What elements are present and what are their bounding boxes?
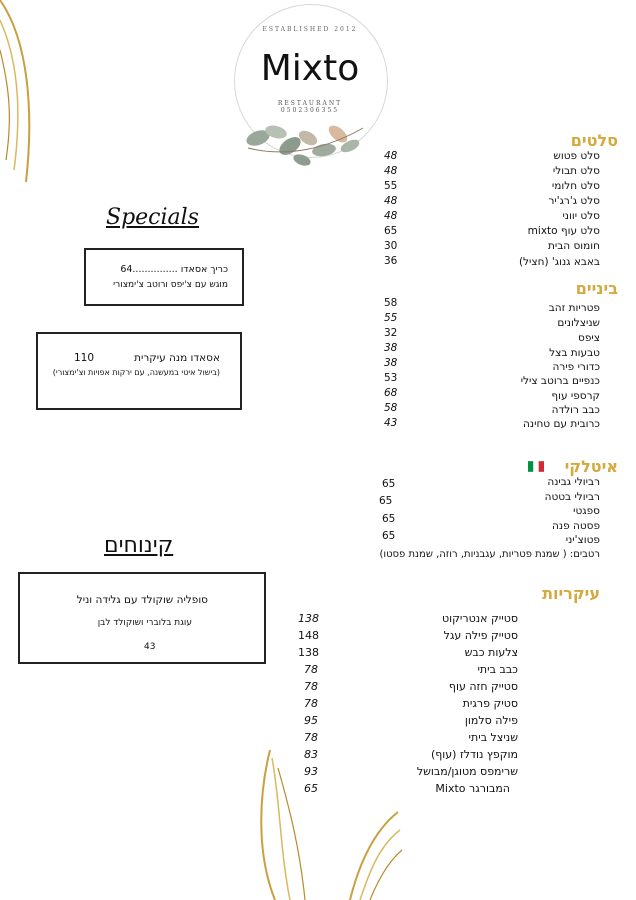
menu-item-name: שניצל ביתי [468,731,518,744]
menu-item-price: 38 [384,342,398,354]
menu-item-name: צלעות כבש [464,646,518,659]
gold-leaf-decoration-top-left [0,0,40,185]
salads-list [380,150,600,275]
menu-item-name: מוקפץ נודלז (עוף) [430,748,518,761]
menu-item-price: 55 [384,180,398,192]
special-box-asado [36,332,242,410]
menu-item-name: כדורי פירה [552,361,600,373]
italy-flag-icon [528,461,544,472]
special-asado-name: אסאדו מנה עיקרית [134,352,220,364]
menu-item-name: סלט יווני [562,210,600,222]
menu-item-price: 32 [384,327,398,339]
menu-item-name: פטוצ'יני [565,534,600,546]
menu-item-price: 68 [384,387,398,399]
menu-item-price: 78 [304,680,318,693]
menu-item-name: סטייק פילה עגל [443,629,518,642]
menu-item-name: באבא גנוג' (חציל) [518,256,600,268]
menu-item-name: פטריות זהב [548,302,600,314]
menu-item-name: רביולי בטטה [544,491,600,503]
menu-item-price: 48 [384,195,398,207]
menu-item-price: 55 [384,312,398,324]
menu-item-name: פילה סלמון [464,714,518,727]
menu-item-price: 58 [384,402,398,414]
menu-item-price: 78 [304,731,318,744]
italian-sauces-note: רטבים: ( שמנת פטריות, עגבניות, רוזה, שמנת פסטו) [379,549,600,560]
menu-item-name: רביולי גבינה [547,476,600,488]
logo-subtitle: RESTAURANT [277,100,343,107]
menu-item-name: שניצלונים [557,317,600,329]
menu-item-price: 65 [382,478,396,490]
special-sandwich-title: כריך אסאדו ...............64 [120,264,228,275]
mains-list [296,612,526,797]
dessert-price: 43 [144,642,156,652]
menu-item-name: כבב ביתי [477,663,518,676]
menu-item-name: ספגטי [573,505,600,517]
special-asado-desc: (בישול איטי במעשנה, עם ירקות אפויות וצ'ימצורי) [52,368,220,377]
desserts-box [18,572,266,664]
menu-item-price: 148 [298,629,319,642]
menu-item-name: סלט תבולי [552,165,600,177]
specials-title: Specials [106,205,199,230]
menu-item-name: המבורגר Mixto [435,782,510,795]
special-asado-price: 110 [74,352,95,364]
menu-item-price: 138 [298,646,319,659]
section-title-italian: איטלקי [564,457,618,476]
menu-item-name: כרובית עם טחינה [523,418,600,430]
menu-item-name: טבעות בצל [549,347,600,359]
menu-item-name: כבב רולדה [551,404,600,416]
logo-name: Mixto [260,48,360,89]
menu-item-name: סלט חלומי [551,180,600,192]
section-title-salads: סלטים [570,131,618,150]
menu-item-price: 43 [384,417,398,429]
menu-item-price: 65 [304,782,318,795]
special-box-sandwich [84,248,244,306]
menu-item-price: 38 [384,357,398,369]
menu-item-price: 48 [384,150,398,162]
desserts-title: קינוחים [104,533,174,558]
menu-item-name: קרספי עוף [551,390,600,402]
menu-item-price: 48 [384,165,398,177]
menu-item-name: חומוס הבית [547,240,600,252]
menu-item-price: 65 [382,530,396,542]
middles-list [380,297,600,437]
logo-tagline: ESTABLISHED 2012 [262,26,358,33]
dessert-item-cake: עוגת בלוברי ושוקולד לבן [97,618,192,628]
menu-item-price: 65 [382,513,396,525]
menu-item-price: 95 [304,714,318,727]
menu-item-name: שרימפס מטוגן/מבושל [416,765,518,778]
menu-item-price: 83 [304,748,318,761]
menu-item-price: 53 [384,372,398,384]
menu-item-name: סטיק פרגית [462,697,518,710]
menu-item-name: פסטה פנה [552,520,600,532]
menu-item-price: 48 [384,210,398,222]
logo-phone: 0502306355 [280,107,340,114]
menu-item-price: 78 [304,697,318,710]
menu-item-price: 36 [384,255,398,267]
eucalyptus-leaves-icon [238,108,368,178]
menu-item-name: סלט ג'רג'יר [548,195,600,207]
menu-item-name: סלט פטוש [553,150,600,162]
dessert-item-souffle: סופליה שוקולד עם גלידה וניל [76,594,208,606]
menu-item-name: סטייק אנטריקוט [442,612,518,625]
menu-item-price: 30 [384,240,398,252]
menu-item-price: 65 [379,495,393,507]
menu-item-name: סלט עוף mixto [527,225,600,237]
menu-item-price: 138 [298,612,319,625]
menu-item-name: סטייק חזה עוף [448,680,518,693]
section-title-middles: ביניים [575,279,618,298]
menu-item-price: 58 [384,297,398,309]
menu-item-price: 93 [304,765,318,778]
menu-item-name: ציפס [578,332,600,344]
menu-item-name: כנפיים ברוטב צילי [520,375,600,387]
menu-item-price: 78 [304,663,318,676]
section-title-mains: עיקריות [542,584,600,603]
menu-item-price: 65 [384,225,398,237]
special-sandwich-desc: מוגש עם צ'יפס ורוטב צ'ימצורי [113,280,228,290]
